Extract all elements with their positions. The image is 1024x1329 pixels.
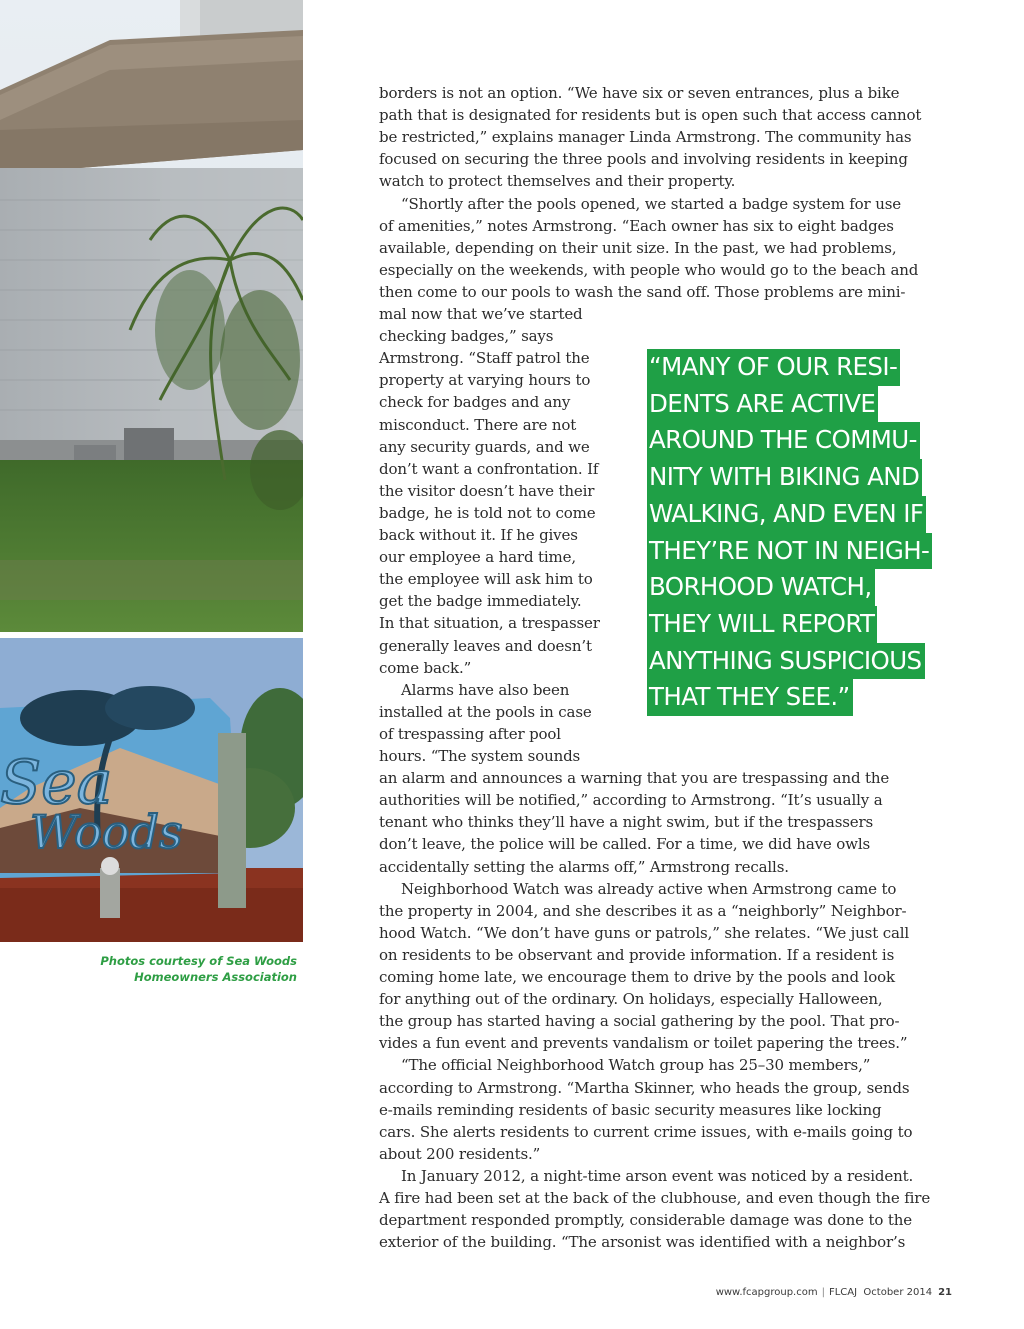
body-line: In that situation, a trespasser: [379, 614, 600, 633]
body-line: exterior of the building. “The arsonist was identified with a neighbor’s: [379, 1233, 906, 1252]
body-line: the property in 2004, and she describes it as a “neighborly” Neighbor-: [379, 901, 907, 920]
house-photo: [0, 0, 303, 632]
body-line: be restricted,” explains manager Linda Armstrong. The community has: [379, 128, 912, 147]
body-line: generally leaves and doesn’t: [379, 636, 592, 655]
pull-quote-line: BORHOOD WATCH,: [647, 569, 875, 606]
body-line: any security guards, and we: [379, 437, 590, 456]
page-number: 21: [938, 1287, 952, 1298]
body-line: our employee a hard time,: [379, 548, 576, 567]
body-line: check for badges and any: [379, 393, 571, 412]
pull-quote-line: AROUND THE COMMU-: [647, 422, 920, 459]
photo-caption: [100, 953, 297, 985]
body-line: of amenities,” notes Armstrong. “Each owner has six to eight badges: [379, 216, 894, 235]
pull-quote-line: NITY WITH BIKING AND: [647, 459, 922, 496]
footer-issue: October 2014: [863, 1287, 933, 1298]
footer-journal: FLCAJ: [828, 1287, 858, 1298]
body-line: hood Watch. “We don’t have guns or patrols,” she relates. “We just call: [379, 923, 910, 942]
body-line: the group has started having a social gathering by the pool. That pro-: [379, 1012, 900, 1031]
body-line: don’t leave, the police will be called. For a time, we did have owls: [379, 835, 871, 854]
sign-text-sea: Sea: [0, 748, 113, 818]
pull-quote-line: ANYTHING SUSPICIOUS: [647, 643, 925, 680]
body-line: department responded promptly, considerable damage was done to the: [379, 1211, 913, 1230]
house-illustration: [0, 0, 303, 632]
sign-text-woods: Woods: [30, 805, 183, 859]
body-line: coming home late, we encourage them to drive by the pools and look: [379, 968, 895, 986]
body-line: mal now that we’ve started: [379, 305, 583, 323]
body-line: according to Armstrong. “Martha Skinner, who heads the group, sends: [379, 1078, 910, 1097]
body-line: about 200 residents.”: [379, 1144, 541, 1163]
body-line: path that is designated for residents but is open such that access cannot: [379, 106, 922, 125]
body-line: “Shortly after the pools opened, we started a badge system for use: [401, 194, 901, 213]
body-line: “The official Neighborhood Watch group has 25–30 members,”: [401, 1056, 871, 1075]
page-footer: [716, 1287, 952, 1298]
body-line: an alarm and announces a warning that you are trespassing and the: [379, 769, 890, 788]
pull-quote: [647, 349, 957, 716]
body-line: then come to our pools to wash the sand off. Those problems are mini-: [379, 282, 906, 301]
body-line: vides a fun event and prevents vandalism or toilet papering the trees.”: [379, 1034, 908, 1053]
body-line: Neighborhood Watch was already active when Armstrong came to: [401, 879, 897, 898]
pull-quote-line: DENTS ARE ACTIVE: [647, 386, 878, 423]
body-line: don’t want a confrontation. If: [379, 459, 599, 478]
body-line: for anything out of the ordinary. On holidays, especially Halloween,: [379, 990, 883, 1009]
footer-separator: |: [821, 1287, 825, 1298]
body-line: property at varying hours to: [379, 371, 591, 390]
body-line: Armstrong. “Staff patrol the: [379, 349, 590, 368]
body-line: tenant who thinks they’ll have a night swim, but if the trespassers: [379, 813, 874, 832]
sign-illustration: [0, 638, 303, 942]
body-line: Alarms have also been: [401, 680, 570, 699]
body-line: the employee will ask him to: [379, 570, 593, 589]
body-line: get the badge immediately.: [379, 592, 582, 611]
body-line: focused on securing the three pools and involving residents in keeping: [379, 150, 908, 169]
body-line: accidentally setting the alarms off,” Armstrong recalls.: [379, 857, 789, 876]
body-line: badge, he is told not to come: [379, 503, 596, 522]
body-line: come back.”: [379, 658, 472, 677]
body-line: A fire had been set at the back of the clubhouse, and even though the fire: [379, 1189, 931, 1207]
caption-line-2: Homeowners Association: [134, 970, 297, 984]
body-line: of trespassing after pool: [379, 724, 561, 743]
caption-line-1: Photos courtesy of Sea Woods: [100, 954, 297, 968]
pull-quote-line: THEY WILL REPORT: [647, 606, 877, 643]
pull-quote-line: WALKING, AND EVEN IF: [647, 496, 926, 533]
body-line: misconduct. There are not: [379, 415, 577, 434]
body-line: cars. She alerts residents to current crime issues, with e-mails going to: [379, 1122, 913, 1141]
body-line: back without it. If he gives: [379, 526, 578, 544]
body-line: on residents to be observant and provide information. If a resident is: [379, 945, 895, 964]
body-line: the visitor doesn’t have their: [379, 481, 595, 500]
body-line: watch to protect themselves and their property.: [379, 172, 736, 191]
sign-photo: [0, 638, 303, 942]
body-line: hours. “The system sounds: [379, 747, 581, 765]
pull-quote-line: THEY’RE NOT IN NEIGH-: [647, 533, 932, 570]
body-line: borders is not an option. “We have six or seven entrances, plus a bike: [379, 84, 900, 102]
body-line: checking badges,” says: [379, 327, 554, 346]
body-line: installed at the pools in case: [379, 702, 592, 721]
footer-url: www.fcapgroup.com: [715, 1287, 818, 1298]
body-line: e-mails reminding residents of basic security measures like locking: [379, 1100, 882, 1119]
pull-quote-line: THAT THEY SEE.”: [647, 679, 853, 716]
body-line: authorities will be notified,” according to Armstrong. “It’s usually a: [379, 791, 883, 810]
body-line: In January 2012, a night-time arson event was noticed by a resident.: [401, 1166, 914, 1185]
body-line: available, depending on their unit size. In the past, we had problems,: [379, 238, 897, 257]
body-line: especially on the weekends, with people who would go to the beach and: [379, 260, 919, 279]
pull-quote-line: “MANY OF OUR RESI-: [647, 349, 900, 386]
